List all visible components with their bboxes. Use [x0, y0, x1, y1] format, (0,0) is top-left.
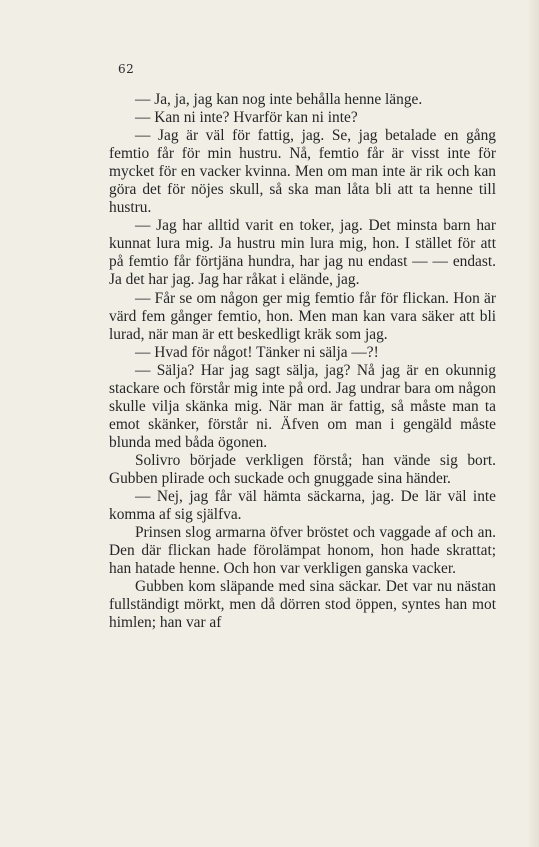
paragraph-9: — Nej, jag får väl hämta säckarna, jag. De lär väl inte komma af sig själfva.: [109, 488, 496, 524]
page-number: 62: [118, 62, 135, 76]
paragraph-2: — Kan ni inte? Hvarför kan ni inte?: [135, 109, 358, 127]
page-edge-shadow: [529, 0, 539, 847]
paragraph-4: — Jag har alltid varit en toker, jag. Det minsta barn har kunnat lura mig. Ja hustru min lura mig, hon. I stället för att på femtio får förtjäna hundra, har jag nu endast — — endast. Ja det har jag. Jag har råkat i elände, jag.: [109, 217, 496, 289]
paragraph-1: — Ja, ja, jag kan nog inte behålla henne länge.: [135, 91, 423, 108]
paragraph-6: — Hvad för något! Tänker ni sälja —?!: [135, 343, 379, 361]
paragraph-8: Solivro började verkligen förstå; han vände sig bort. Gubben plirade och suckade och gnuggade sina händer.: [109, 451, 496, 487]
paragraph-3: — Jag är väl för fattig, jag. Se, jag betalade en gång femtio får för min hustru. Nå, femtio får är visst inte för mycket för en vacker kvinna. Men om man inte är rik och kan göra det för nöjes skull, så ska man låta bli att ta henne till hustru.: [109, 127, 496, 217]
paragraph-5: — Får se om någon ger mig femtio får för flickan. Hon är värd fem gånger femtio, hon. Men man kan vara säker att bli lurad, när man är ett beskedligt kräk som jag.: [109, 289, 496, 343]
paragraph-10: Prinsen slog armarna öfver bröstet och vaggade af och an. Den där flickan hade förolämpat honom, hon hade skrattat; han hatade henne. Och hon var verkligen ganska vacker.: [109, 524, 496, 578]
body-text: [109, 91, 496, 632]
paragraph-11: Gubben kom släpande med sina säckar. Det var nu nästan fullständigt mörkt, men då dörren stod öppen, syntes han mot himlen; han var af: [109, 578, 496, 632]
paragraph-7: — Sälja? Har jag sagt sälja, jag? Nå jag är en okunnig stackare och förstår mig inte på ord. Jag undrar bara om någon skulle vilja skänka mig. När man är fattig, så måste man ta emot skänker, förstår ni. Äfven om man i gengäld måste blunda med båda ögonen.: [109, 361, 496, 451]
